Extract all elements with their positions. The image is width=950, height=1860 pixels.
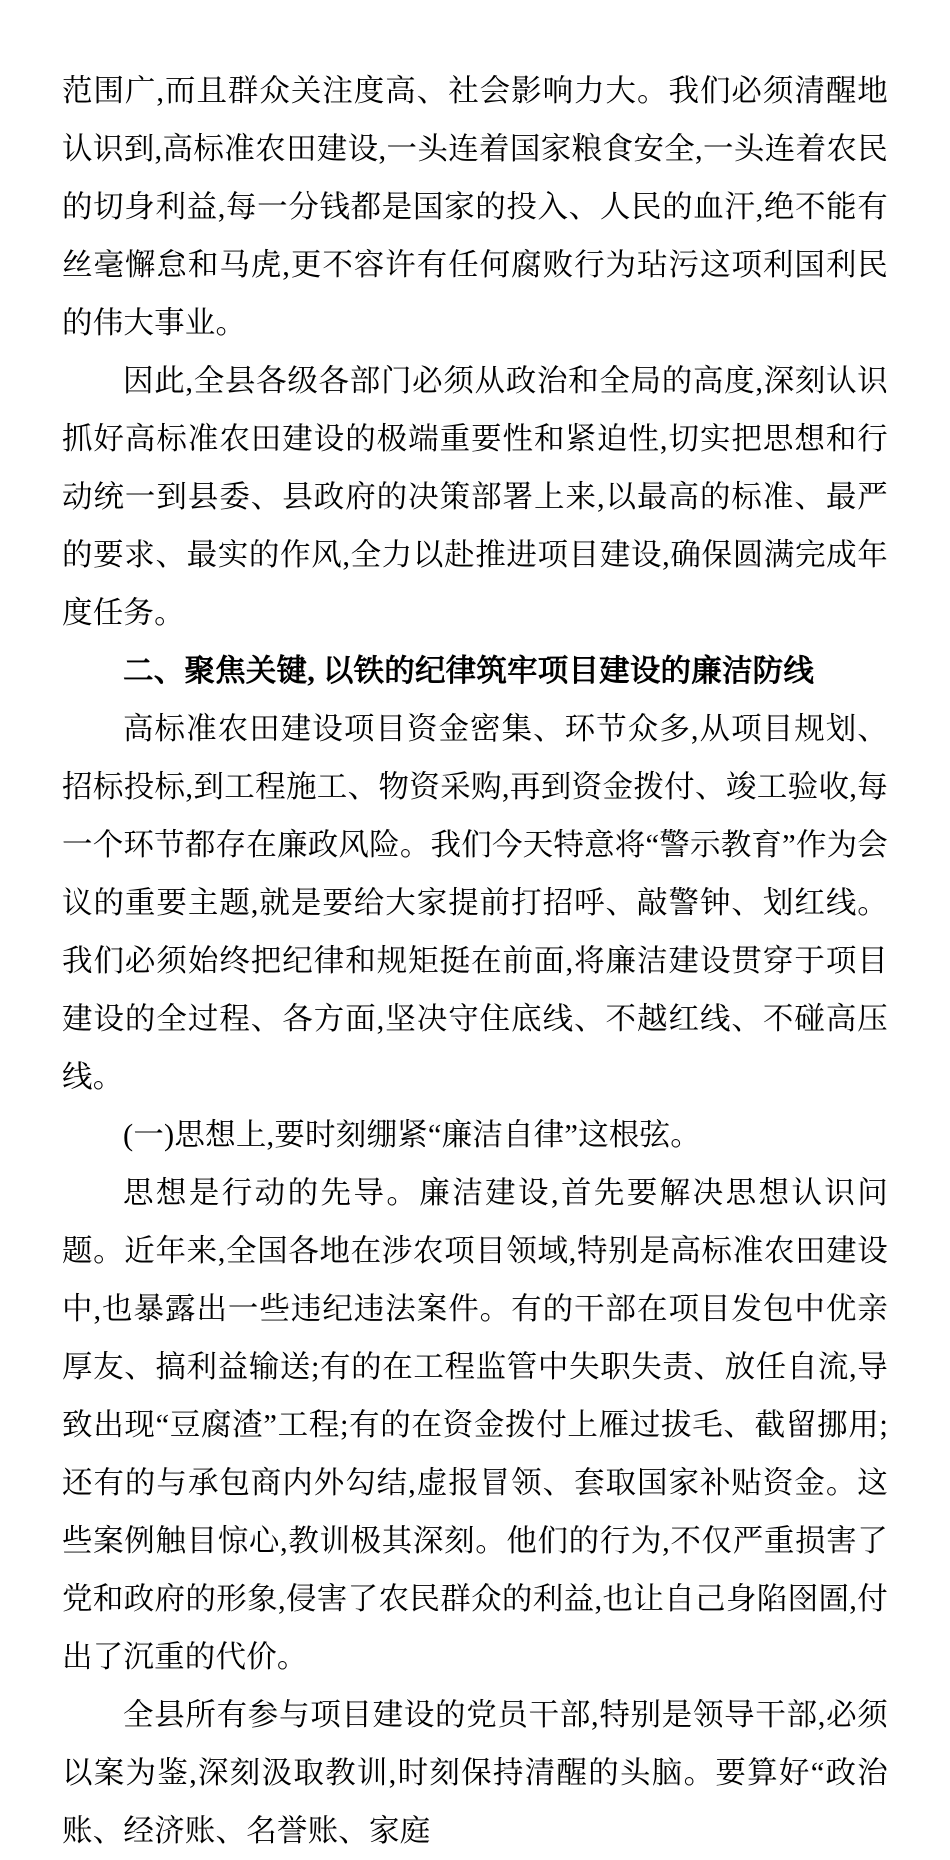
paragraph: 因此,全县各级各部门必须从政治和全局的高度,深刻认识抓好高标准农田建设的极端重要性和紧迫性,切实把思想和行动统一到县委、县政府的决策部署上来,以最高的标准、最严的要求、最实的作风,全力以赴推进项目建设,确保圆满完成年度任务。 (62, 364, 888, 630)
subsection-heading: (一)思想上,要时刻绷紧“廉洁自律”这根弦。 (123, 1118, 701, 1152)
paragraph: 高标准农田建设项目资金密集、环节众多,从项目规划、招标投标,到工程施工、物资采购,再到资金拨付、竣工验收,每一个环节都存在廉政风险。我们今天特意将“警示教育”作为会议的重要主题,就是要给大家提前打招呼、敲警钟、划红线。我们必须始终把纪律和规矩挺在前面,将廉洁建设贯穿于项目建设的全过程、各方面,坚决守住底线、不越红线、不碰高压线。 (62, 712, 888, 1094)
paragraph: 思想是行动的先导。廉洁建设,首先要解决思想认识问题。近年来,全国各地在涉农项目领域,特别是高标准农田建设中,也暴露出一些违纪违法案件。有的干部在项目发包中优亲厚友、搞利益输送;有的在工程监管中失职失责、放任自流,导致出现“豆腐渣”工程;有的在资金拨付上雁过拔毛、截留挪用;还有的与承包商内外勾结,虚报冒领、套取国家补贴资金。这些案例触目惊心,教训极其深刻。他们的行为,不仅严重损害了党和政府的形象,侵害了农民群众的利益,也让自己身陷囹圄,付出了沉重的代价。 (62, 1176, 888, 1674)
paragraph-continued: 范围广,而且群众关注度高、社会影响力大。我们必须清醒地认识到,高标准农田建设,一头连着国家粮食安全,一头连着农民的切身利益,每一分钱都是国家的投入、人民的血汗,绝不能有丝毫懈怠和马虎,更不容许有任何腐败行为玷污这项利国利民的伟大事业。 (62, 74, 888, 340)
section-heading: 二、聚焦关键, 以铁的纪律筑牢项目建设的廉洁防线 (123, 654, 815, 688)
document-body (62, 62, 888, 1860)
paragraph: 全县所有参与项目建设的党员干部,特别是领导干部,必须以案为鉴,深刻汲取教训,时刻保持清醒的头脑。要算好“政治账、经济账、名誉账、家庭 (62, 1698, 888, 1848)
